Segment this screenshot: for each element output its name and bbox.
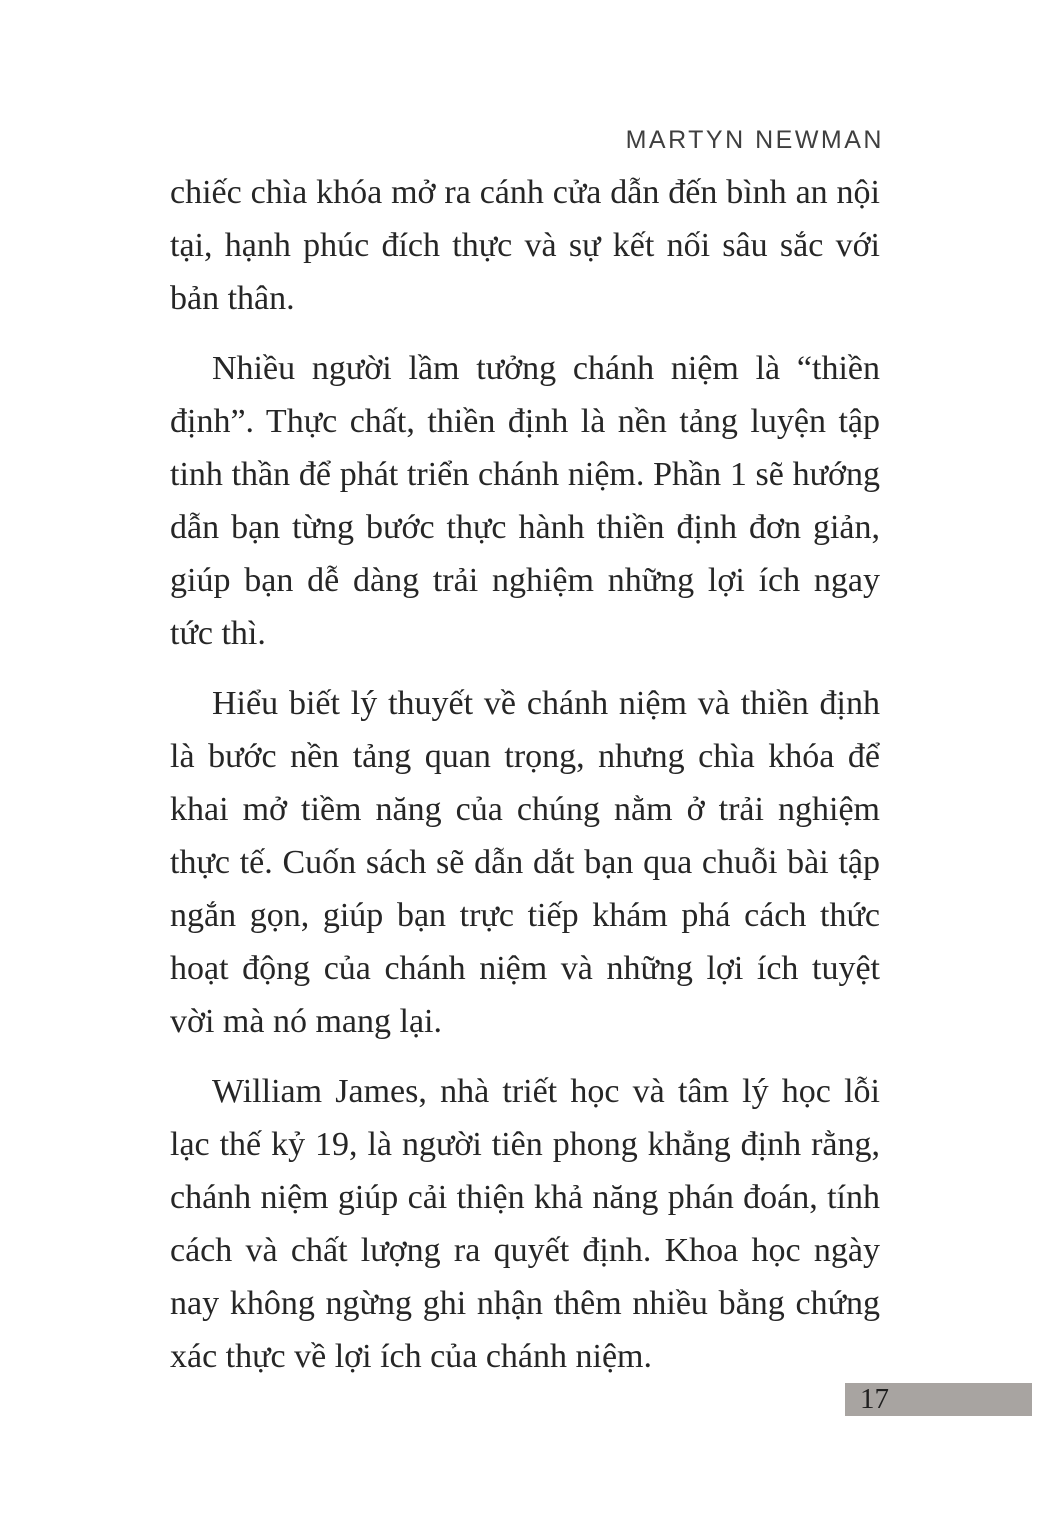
paragraph-continuation: chiếc chìa khóa mở ra cánh cửa dẫn đến bình an nội tại, hạnh phúc đích thực và sự kết nối sâu sắc với bản thân. bbox=[170, 174, 880, 317]
paragraph: William James, nhà triết học và tâm lý học lỗi lạc thế kỷ 19, là người tiên phong khẳng định rằng, chánh niệm giúp cải thiện khả năng phán đoán, tính cách và chất lượng ra quyết định. Khoa học ngày nay không ngừng ghi nhận thêm nhiều bằng chứng xác thực về lợi ích của chánh niệm. bbox=[170, 1073, 880, 1375]
page-number: 17 bbox=[860, 1383, 889, 1415]
paragraph: Nhiều người lầm tưởng chánh niệm là “thiền định”. Thực chất, thiền định là nền tảng luyện tập tinh thần để phát triển chánh niệm. Phần 1 sẽ hướng dẫn bạn từng bước thực hành thiền định đơn giản, giúp bạn dễ dàng trải nghiệm những lợi ích ngay tức thì. bbox=[170, 350, 880, 652]
page-body bbox=[170, 166, 880, 1400]
page-number-bar bbox=[845, 1383, 1032, 1416]
running-header-author: MARTYN NEWMAN bbox=[625, 126, 884, 154]
paragraph: Hiểu biết lý thuyết về chánh niệm và thiền định là bước nền tảng quan trọng, nhưng chìa khóa để khai mở tiềm năng của chúng nằm ở trải nghiệm thực tế. Cuốn sách sẽ dẫn dắt bạn qua chuỗi bài tập ngắn gọn, giúp bạn trực tiếp khám phá cách thức hoạt động của chánh niệm và những lợi ích tuyệt vời mà nó mang lại. bbox=[170, 685, 880, 1040]
